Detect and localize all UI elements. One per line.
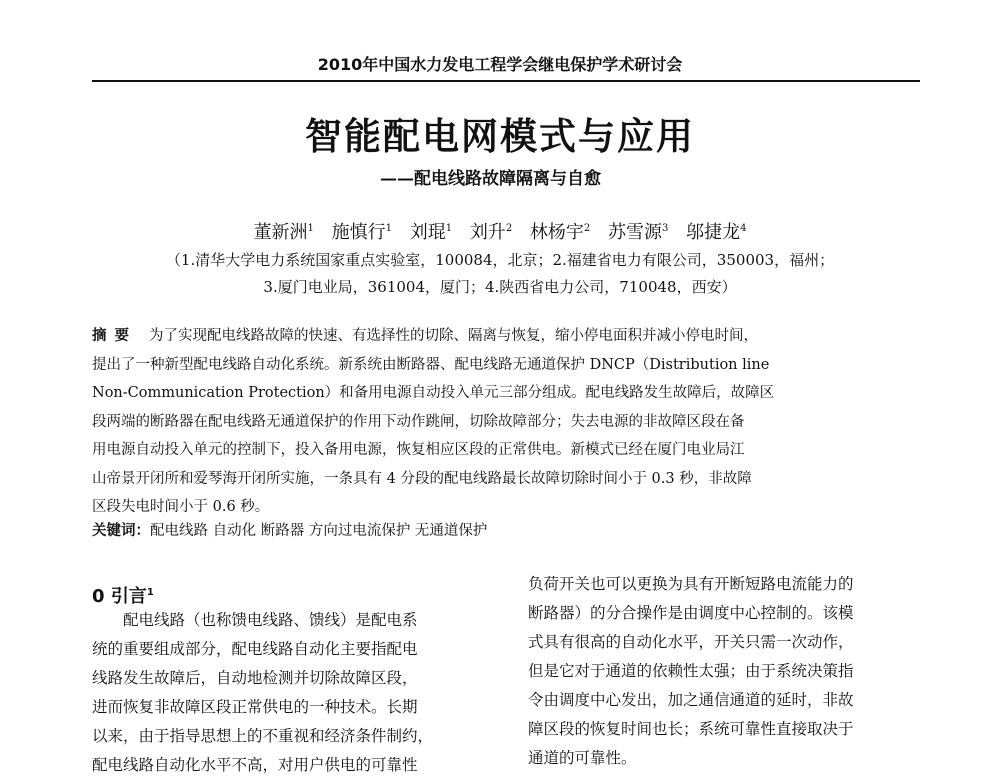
author: 刘升$^2$	[469, 222, 513, 243]
keywords	[92, 519, 918, 540]
header-rule	[92, 80, 920, 82]
author: 董新洲$^1$	[253, 222, 314, 243]
body-line: 负荷开关也可以更换为具有开断短路电流能力的	[528, 575, 854, 593]
conference-header: 2010年中国水力发电工程学会继电保护学术研讨会	[317, 55, 683, 74]
body-line: 式具有很高的自动化水平，开关只需一次动作，	[528, 633, 854, 651]
author: 刘琨$^1$	[409, 222, 453, 243]
abstract-line: 段两端的断路器在配电线路无通道保护的作用下动作跳闸，切除故障部分；失去电源的非故障区段在备	[92, 413, 745, 430]
author: 苏雪源$^3$	[608, 222, 669, 243]
body-line: 配电线路（也称馈电线路、馈线）是配电系	[92, 611, 418, 629]
body-line: 线路发生故障后，自动地检测并切除故障区段，	[92, 669, 418, 687]
body-line: 但是它对于通道的依赖性太强；由于系统决策指	[528, 662, 854, 680]
abstract-line: Non-Communication Protection）和备用电源自动投入单元三部分组成。配电线路发生故障后，故障区	[92, 385, 775, 401]
body-line: 断路器）的分合操作是由调度中心控制的。该模	[528, 604, 854, 622]
body-line: 通道的可靠性。	[528, 749, 637, 767]
paper-subtitle: ——配电线路故障隔离与自愈	[380, 169, 601, 189]
body-line: 进而恢复非故障区段正常供电的一种技术。长期	[92, 698, 418, 716]
affiliation-line-2: 3.厦门电业局，361004，厦门；4.陕西省电力公司，710048，西安）	[263, 278, 737, 296]
body-line: 统的重要组成部分，配电线路自动化主要指配电	[92, 640, 418, 658]
affiliation-line-1: （1.清华大学电力系统国家重点实验室，100084，北京；2.福建省电力有限公司，350003，福州；	[165, 251, 835, 269]
keywords-text: 配电线路 自动化 断路器 方向过电流保护 无通道保护	[150, 523, 488, 539]
right-column	[528, 570, 920, 773]
author: 施慎行$^1$	[331, 222, 392, 243]
abstract-label: 摘要	[92, 328, 137, 344]
body-line: 障区段的恢复时间也长；系统可靠性直接取决于	[528, 720, 854, 738]
abstract-line: 山帝景开闭所和爱琴海开闭所实施，一条具有 4 分段的配电线路最长故障切除时间小于 0.3 秒，非故障	[92, 470, 752, 487]
abstract-line: 区段失电时间小于 0.6 秒。	[92, 499, 270, 515]
author: 林杨宇$^2$	[529, 222, 591, 243]
abstract-line: 摘要 为了实现配电线路故障的快速、有选择性的切除、隔离与恢复，缩小停电面积并减小停电时间，	[92, 328, 758, 344]
author-list	[0, 218, 1000, 244]
section-heading: 0 引言$^1$	[92, 586, 154, 607]
left-column	[92, 606, 482, 780]
author: 邬捷龙$^4$	[686, 222, 747, 243]
abstract-line: 提出了一种新型配电线路自动化系统。新系统由断路器、配电线路无通道保护 DNCP（Distribution line	[92, 356, 770, 373]
abstract	[92, 322, 918, 522]
body-line: 配电线路自动化水平不高，对用户供电的可靠性	[92, 756, 418, 774]
abstract-line: 用电源自动投入单元的控制下，投入备用电源，恢复相应区段的正常供电。新模式已经在厦门电业局江	[92, 442, 745, 458]
keywords-label: 关键词：	[92, 523, 150, 539]
body-line: 以来，由于指导思想上的不重视和经济条件制约，	[92, 727, 434, 745]
body-line: 令由调度中心发出，加之通信通道的延时，非故	[528, 691, 854, 709]
paper-title: 智能配电网模式与应用	[305, 115, 695, 158]
